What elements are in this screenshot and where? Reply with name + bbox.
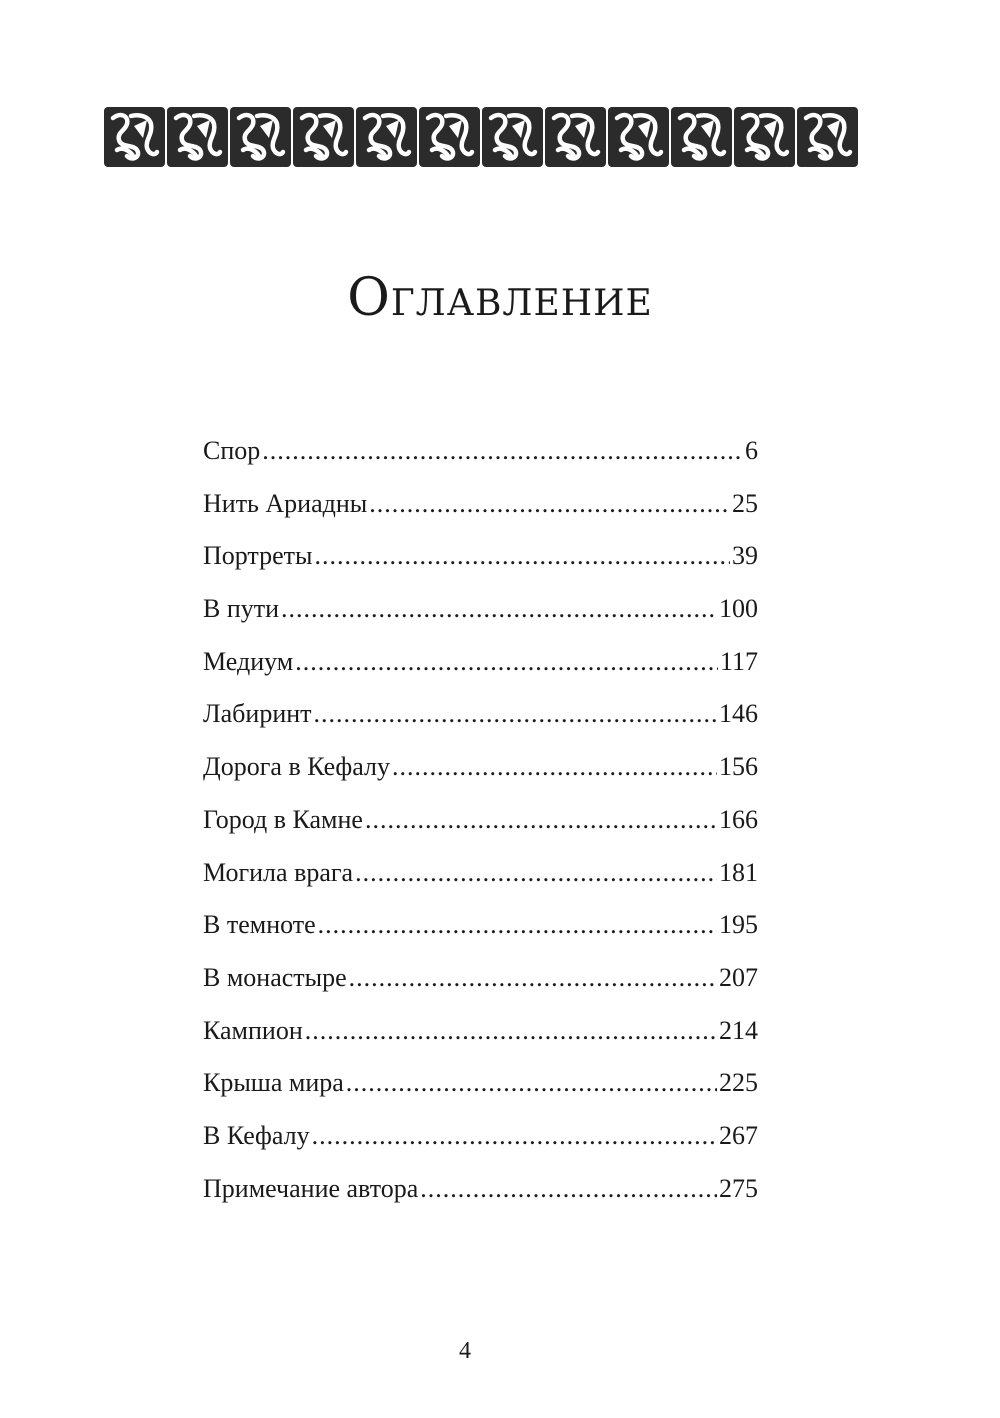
toc-leader-dots bbox=[349, 963, 717, 993]
toc-entry-page: 181 bbox=[719, 857, 758, 887]
toc-entry-page: 100 bbox=[719, 594, 758, 624]
toc-entry-page: 6 bbox=[745, 436, 758, 465]
toc-entry[interactable] bbox=[203, 858, 758, 911]
toc-entry[interactable] bbox=[203, 1121, 758, 1174]
toc-leader-dots bbox=[262, 436, 743, 466]
toc-entry[interactable] bbox=[203, 752, 758, 805]
toc-entry-title: Медиум bbox=[203, 646, 294, 676]
toc-leader-dots bbox=[392, 752, 717, 782]
toc-leader-dots bbox=[305, 1016, 717, 1046]
toc-entry[interactable] bbox=[203, 436, 758, 489]
toc-entry-page: 39 bbox=[732, 541, 758, 571]
toc-entry-title: Крыша мира bbox=[203, 1068, 344, 1098]
toc-entry[interactable] bbox=[203, 1016, 758, 1069]
toc-entry-page: 207 bbox=[719, 962, 758, 992]
toc-leader-dots bbox=[281, 594, 717, 624]
toc-entry[interactable] bbox=[203, 1174, 758, 1227]
toc-entry-page: 275 bbox=[719, 1173, 758, 1203]
toc-entry-title: В темноте bbox=[203, 910, 316, 940]
toc-entry-title: Спор bbox=[203, 436, 261, 465]
toc-entry[interactable] bbox=[203, 594, 758, 647]
toc-entry-page: 117 bbox=[719, 646, 758, 676]
toc-entry-title: Дорога в Кефалу bbox=[203, 752, 391, 782]
toc-entry-page: 146 bbox=[719, 699, 758, 729]
toc-entry-title: В Кефалу bbox=[203, 1120, 310, 1150]
toc-entry-page: 267 bbox=[719, 1120, 758, 1150]
toc-leader-dots bbox=[318, 910, 717, 940]
toc-leader-dots bbox=[355, 858, 717, 888]
toc-entry-title: В пути bbox=[203, 594, 280, 624]
toc-entry-title: В монастыре bbox=[203, 962, 347, 992]
page-title: Оглавление bbox=[347, 268, 653, 328]
toc-entry-title: Портреты bbox=[203, 541, 313, 571]
toc-entry-page: 214 bbox=[719, 1015, 758, 1045]
toc-entry-title: Город в Камне bbox=[203, 804, 363, 834]
toc-entry[interactable] bbox=[203, 541, 758, 594]
toc-entry[interactable] bbox=[203, 489, 758, 542]
toc-entry-title: Кампион bbox=[203, 1015, 303, 1045]
toc-entry-title: Могила врага bbox=[203, 857, 354, 887]
toc-leader-dots bbox=[295, 647, 718, 677]
toc-entry-title: Лабиринт bbox=[203, 699, 312, 729]
toc-leader-dots bbox=[312, 1121, 717, 1151]
page-number: 4 bbox=[459, 1338, 471, 1364]
toc-entry[interactable] bbox=[203, 963, 758, 1016]
toc-entry[interactable] bbox=[203, 805, 758, 858]
toc-entry[interactable] bbox=[203, 1068, 758, 1121]
table-of-contents bbox=[203, 436, 758, 1226]
toc-entry[interactable] bbox=[203, 647, 758, 700]
toc-leader-dots bbox=[314, 699, 717, 729]
toc-leader-dots bbox=[346, 1068, 717, 1098]
toc-entry[interactable] bbox=[203, 910, 758, 963]
toc-entry[interactable] bbox=[203, 699, 758, 752]
toc-leader-dots bbox=[365, 805, 717, 835]
toc-entry-title: Нить Ариадны bbox=[203, 488, 368, 518]
toc-leader-dots bbox=[420, 1174, 717, 1204]
toc-leader-dots bbox=[314, 541, 730, 571]
toc-entry-page: 25 bbox=[732, 488, 758, 518]
toc-entry-page: 156 bbox=[719, 752, 758, 782]
toc-leader-dots bbox=[369, 489, 730, 519]
decorative-ornament-band bbox=[103, 104, 859, 170]
toc-entry-title: Примечание автора bbox=[203, 1173, 419, 1203]
toc-entry-page: 225 bbox=[719, 1068, 758, 1098]
toc-entry-page: 166 bbox=[719, 804, 758, 834]
toc-entry-page: 195 bbox=[719, 910, 758, 940]
